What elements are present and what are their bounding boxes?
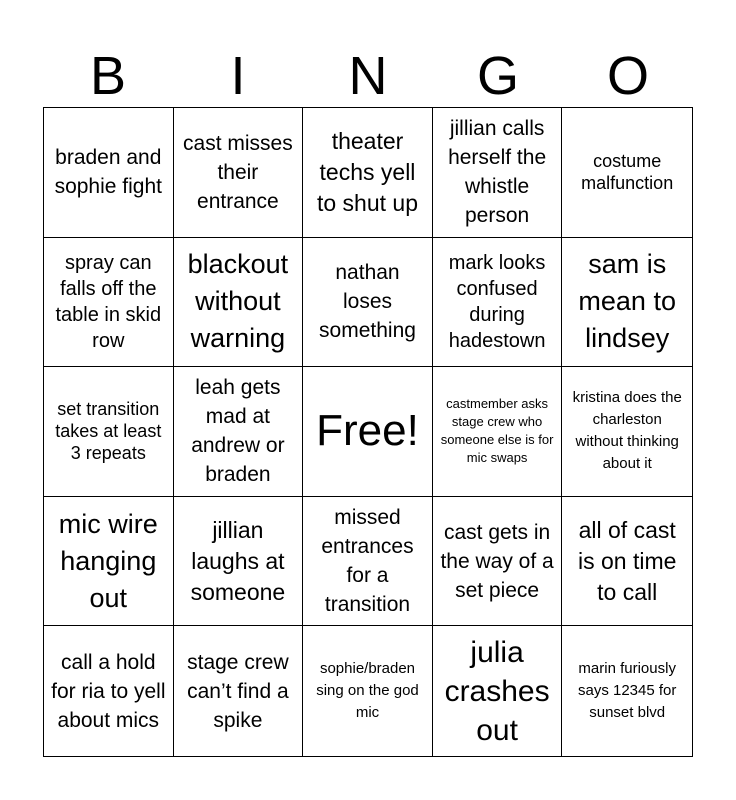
cell-text: costume malfunction [581,151,674,194]
bingo-cell-r4c4[interactable] [433,497,563,627]
bingo-cell-r2c2[interactable] [174,238,304,368]
bingo-cell-r3c5[interactable] [562,367,692,497]
cell-text: spray can falls off the table in skid row [55,251,162,352]
bingo-cell-r5c1[interactable] [44,626,174,756]
cell-text: nathan loses something [319,261,416,343]
cell-text: all of cast is on time to call [577,516,677,605]
bingo-cell-r1c5[interactable] [562,108,692,238]
cell-text: missed entrances for a transition [321,506,414,617]
cell-text: blackout without warning [187,249,289,354]
cell-text: jillian laughs at someone [190,516,286,605]
cell-text: sam is mean to lindsey [578,249,676,354]
bingo-cell-r3c4[interactable] [433,367,563,497]
cell-text: set transition takes at least 3 repeats [55,399,162,464]
bingo-cell-r1c1[interactable] [44,108,174,238]
header-letter-n: N [348,46,388,106]
bingo-cell-r5c5[interactable] [562,626,692,756]
bingo-cell-r2c4[interactable] [433,238,563,368]
cell-text: sophie/braden sing on the god mic [316,660,419,722]
free-space-cell[interactable] [303,367,433,497]
cell-text: kristina does the charleston without thinking about it [572,389,682,473]
bingo-cell-r2c1[interactable] [44,238,174,368]
bingo-cell-r4c2[interactable] [174,497,304,627]
bingo-cell-r1c2[interactable] [174,108,304,238]
bingo-cell-r4c5[interactable] [562,497,692,627]
cell-text: julia crashes out [444,635,550,747]
header-letter-o: O [606,46,649,106]
bingo-cell-r2c5[interactable] [562,238,692,368]
bingo-cell-r5c2[interactable] [174,626,304,756]
cell-text: castmember asks stage crew who someone else is for mic swaps [440,396,554,466]
cell-text: marin furiously says 12345 for sunset blvd [577,660,677,722]
bingo-cell-r4c1[interactable] [44,497,174,627]
bingo-cell-r4c3[interactable] [303,497,433,627]
cell-text: cast misses their entrance [183,131,293,213]
bingo-cell-r3c1[interactable] [44,367,174,497]
bingo-cell-r1c4[interactable] [433,108,563,238]
cell-text: theater techs yell to shut up [316,127,418,216]
cell-text: mark looks confused during hadestown [448,251,546,352]
bingo-cell-r5c3[interactable] [303,626,433,756]
cell-text: leah gets mad at andrew or braden [191,376,285,487]
bingo-cell-r3c2[interactable] [174,367,304,497]
cell-text: braden and sophie fight [54,146,162,199]
cell-text: jillian calls herself the whistle person [448,117,547,228]
cell-text: stage crew can’t find a spike [187,650,289,732]
bingo-grid [43,107,693,757]
free-space-label: Free! [316,406,419,456]
bingo-header [43,48,693,104]
cell-text: cast gets in the way of a set piece [440,520,554,602]
header-letter-i: I [230,46,246,106]
bingo-cell-r5c4[interactable] [433,626,563,756]
cell-text: mic wire hanging out [58,508,158,613]
cell-text: call a hold for ria to yell about mics [51,650,166,732]
bingo-cell-r1c3[interactable] [303,108,433,238]
bingo-cell-r2c3[interactable] [303,238,433,368]
header-letter-g: G [476,46,519,106]
header-letter-b: B [89,46,127,106]
